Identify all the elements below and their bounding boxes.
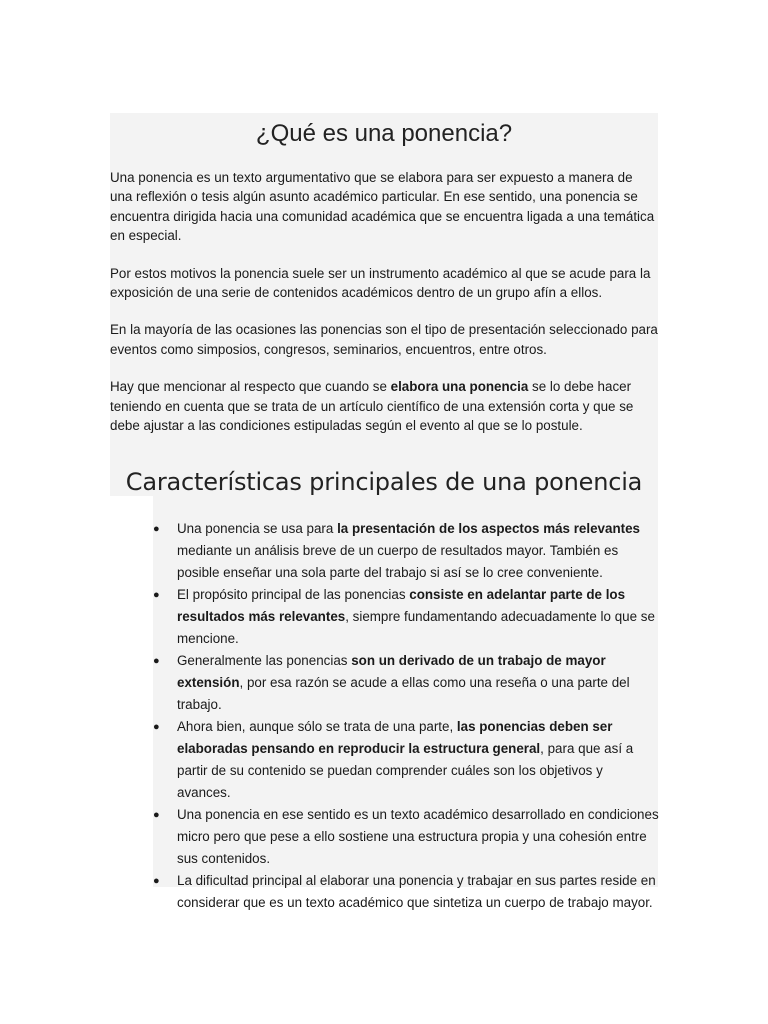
text-run: mediante un análisis breve de un cuerpo de resultados mayor. También es posible enseñar una sola parte del trabajo si así se lo cree conveniente. — [177, 543, 619, 580]
text-run: La dificultad principal al elaborar una ponencia y trabajar en sus partes reside en considerar que es un texto académico que sintetiza un cuerpo de trabajo mayor. — [177, 873, 656, 910]
bullet-icon: ● — [153, 721, 160, 733]
list-item — [153, 870, 659, 914]
text-run: se lo debe hacer teniendo en cuenta que se trata de un artículo científico de una extensión corta y que se debe ajustar a las condiciones estipuladas según el evento al que se lo postule. — [110, 379, 634, 434]
bullet-icon: ● — [153, 809, 160, 821]
text-run: Una ponencia se usa para — [177, 521, 338, 536]
bullet-icon: ● — [153, 589, 160, 601]
text-run: Hay que mencionar al respecto que cuando se — [110, 379, 391, 395]
list-item — [153, 804, 659, 870]
bullet-icon: ● — [153, 655, 160, 667]
bold-text-run: son un derivado de un trabajo de mayor extensión — [177, 653, 606, 690]
text-run: , para que así a partir de su contenido se puedan comprender cuáles son los objetivos y avances. — [177, 741, 634, 800]
bold-text-run: la presentación de los aspectos más relevantes — [337, 521, 640, 536]
list-item — [153, 716, 659, 804]
text-run: El propósito principal de las ponencias — [177, 587, 410, 602]
bold-text-run: las ponencias deben ser elaboradas pensando en reproducir la estructura general — [177, 719, 613, 756]
bold-text-run: consiste en adelantar parte de los resultados más relevantes — [177, 587, 626, 624]
intro-paragraph: Una ponencia es un texto argumentativo que se elabora para ser expuesto a manera de una reflexión o tesis algún asunto académico particular. En ese sentido, una ponencia se encuentra dirigida hacia una comunidad académica que se encuentra ligada a una temática en especial. — [110, 170, 655, 244]
intro-paragraph: En la mayoría de las ocasiones las ponencias son el tipo de presentación seleccionado para eventos como simposios, congresos, seminarios, encuentros, entre otros. — [110, 322, 658, 357]
list-item — [153, 650, 659, 716]
list-item — [153, 584, 659, 650]
intro-paragraph: Por estos motivos la ponencia suele ser un instrumento académico al que se acude para la exposición de una serie de contenidos académicos dentro de un grupo afín a ellos. — [110, 265, 651, 301]
bullet-icon: ● — [153, 875, 160, 887]
intro-section — [110, 168, 658, 453]
text-run: , siempre fundamentando adecuadamente lo que se mencione. — [177, 609, 655, 646]
characteristics-list — [153, 518, 659, 914]
section-title: Características principales de una ponencia — [125, 468, 643, 496]
page-title: ¿Qué es una ponencia? — [255, 120, 513, 147]
bullet-icon: ● — [153, 523, 160, 535]
text-run: Ahora bien, aunque sólo se trata de una parte, — [177, 719, 457, 734]
intro-paragraph — [110, 377, 658, 435]
text-run: Generalmente las ponencias — [177, 653, 352, 668]
text-run: , por esa razón se acude a ellas como una reseña o una parte del trabajo. — [177, 675, 630, 712]
bold-text-run: elabora una ponencia — [390, 379, 529, 395]
list-item — [153, 518, 659, 584]
text-run: Una ponencia en ese sentido es un texto académico desarrollado en condiciones micro pero que pese a ello sostiene una estructura propia y una cohesión entre sus contenidos. — [177, 807, 659, 866]
